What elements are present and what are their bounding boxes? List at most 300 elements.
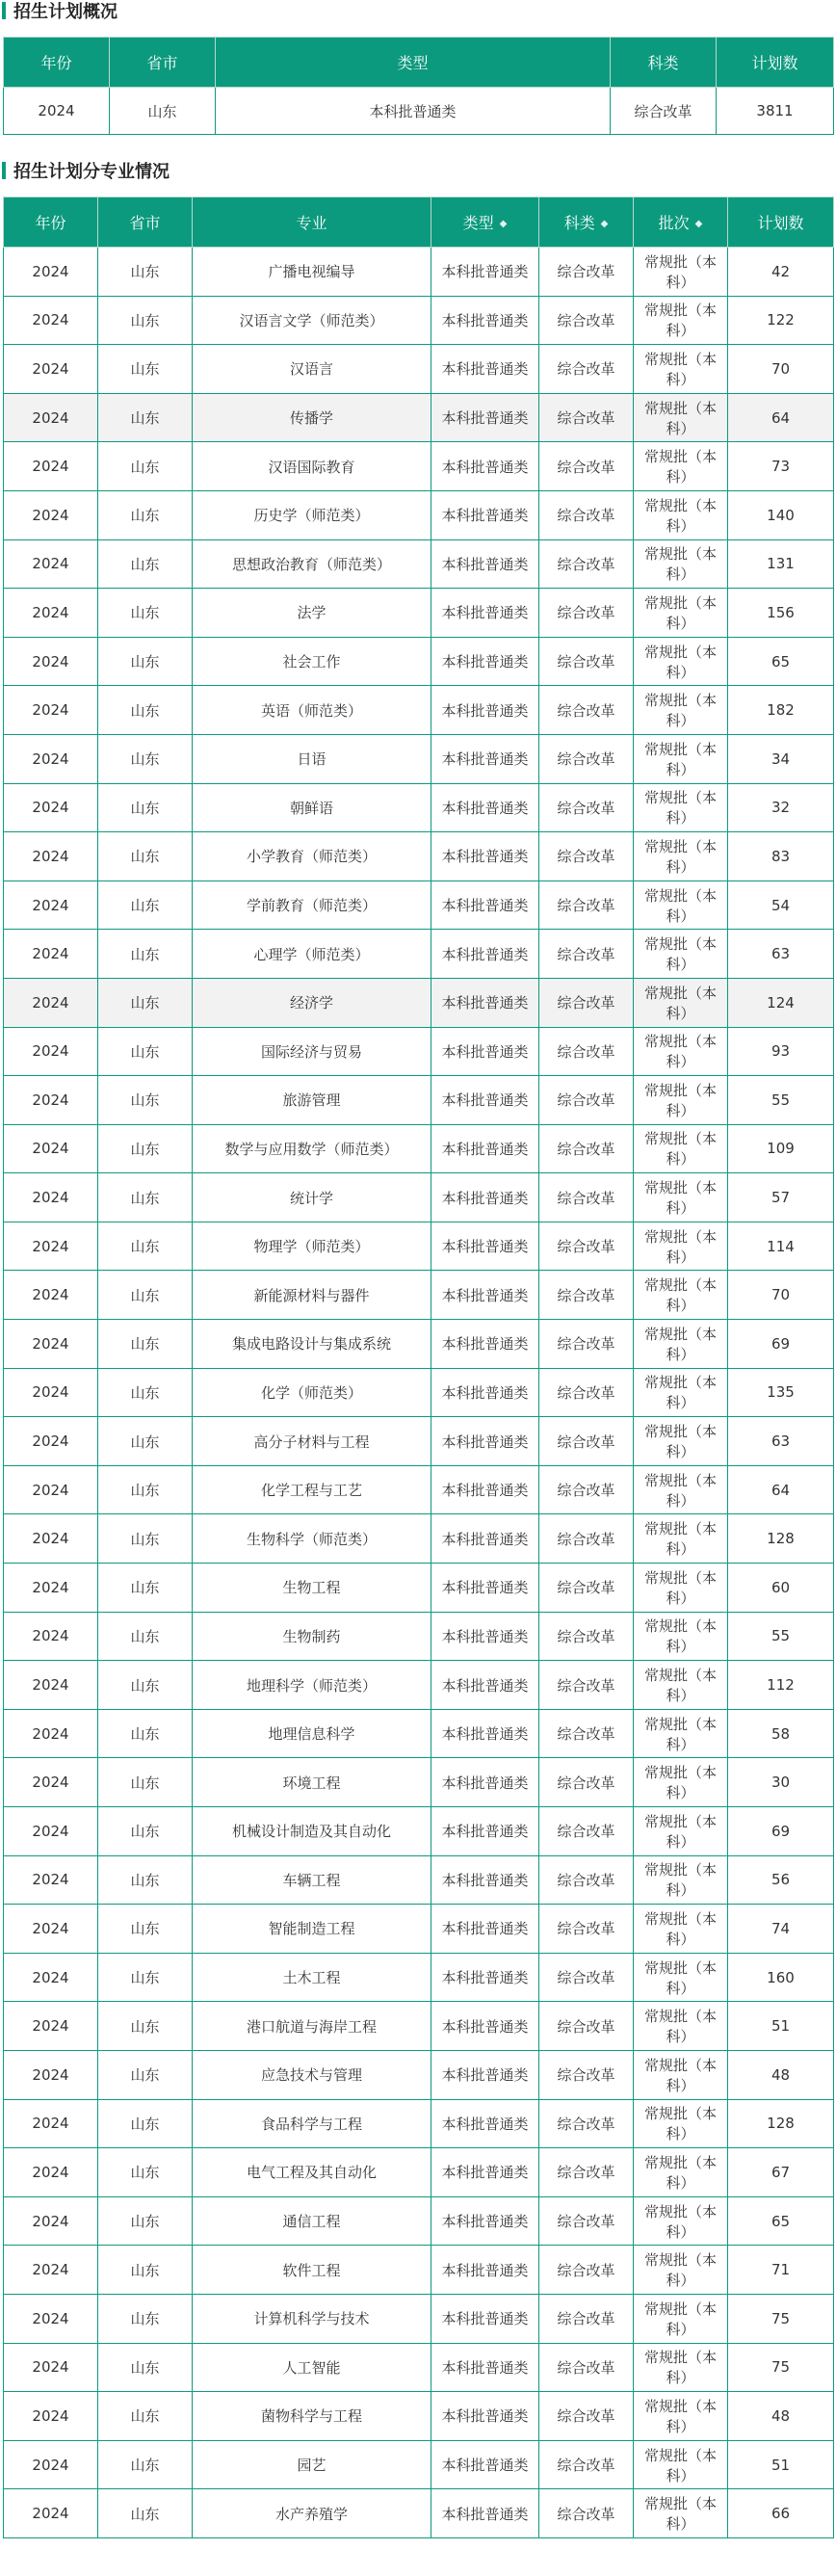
table-cell: 2024 [4,248,98,297]
table-cell: 人工智能 [193,2343,431,2392]
table-cell: 新能源材料与器件 [193,1271,431,1320]
table-cell: 常规批（本科） [634,1807,728,1856]
table-cell: 常规批（本科） [634,1417,728,1466]
table-cell: 水产养殖学 [193,2489,431,2538]
table-cell: 2024 [4,1173,98,1222]
summary-title-text: 招生计划概况 [13,2,118,22]
table-row [4,1514,834,1564]
table-cell: 山东 [98,1222,193,1271]
table-cell: 通信工程 [193,2196,431,2246]
table-row [4,1027,834,1076]
summary-header-label: 类型 [397,54,429,72]
table-cell: 山东 [98,2002,193,2051]
table-cell: 汉语言 [193,345,431,394]
table-cell: 山东 [98,1564,193,1613]
table-cell: 109 [728,1124,834,1173]
table-cell: 2024 [4,442,98,491]
table-cell: 2024 [4,2392,98,2441]
table-cell: 综合改革 [539,1709,634,1758]
table-cell: 国际经济与贸易 [193,1027,431,1076]
majors-header-cell[interactable] [634,197,728,248]
table-cell: 常规批（本科） [634,1465,728,1514]
table-cell: 山东 [98,1758,193,1807]
table-row [4,686,834,735]
table-cell: 山东 [98,2050,193,2099]
table-cell: 75 [728,2343,834,2392]
table-cell: 30 [728,1758,834,1807]
table-cell: 常规批（本科） [634,589,728,638]
table-cell: 综合改革 [539,2489,634,2538]
table-cell: 54 [728,881,834,930]
table-cell: 66 [728,2489,834,2538]
table-cell: 122 [728,296,834,345]
table-cell: 182 [728,686,834,735]
table-cell: 综合改革 [539,1271,634,1320]
table-cell: 生物科学（师范类） [193,1514,431,1564]
table-cell: 高分子材料与工程 [193,1417,431,1466]
table-cell: 71 [728,2246,834,2295]
table-cell: 综合改革 [539,1124,634,1173]
table-cell: 综合改革 [539,1465,634,1514]
table-row [4,1368,834,1417]
table-cell: 山东 [98,832,193,881]
table-cell: 菌物科学与工程 [193,2392,431,2441]
majors-header-cell [98,197,193,248]
table-cell: 2024 [4,1076,98,1125]
table-cell: 本科批普通类 [431,2440,539,2489]
table-cell: 本科批普通类 [431,1612,539,1661]
table-cell: 2024 [4,930,98,979]
table-cell: 学前教育（师范类） [193,881,431,930]
table-cell: 常规批（本科） [634,2148,728,2197]
table-row [4,2246,834,2295]
table-cell: 山东 [98,2099,193,2148]
table-cell: 山东 [98,637,193,686]
table-row [4,1661,834,1710]
table-row [4,930,834,979]
table-cell: 常规批（本科） [634,539,728,589]
table-cell: 63 [728,1417,834,1466]
table-cell: 2024 [4,1417,98,1466]
table-cell: 数学与应用数学（师范类） [193,1124,431,1173]
table-cell: 2024 [4,539,98,589]
table-cell: 本科批普通类 [431,978,539,1027]
table-cell: 山东 [98,345,193,394]
table-cell: 常规批（本科） [634,1271,728,1320]
table-cell: 本科批普通类 [431,1514,539,1564]
table-cell: 综合改革 [539,832,634,881]
table-row [4,1612,834,1661]
table-cell: 山东 [98,1271,193,1320]
table-cell: 本科批普通类 [431,783,539,832]
table-cell: 本科批普通类 [431,539,539,589]
sort-icon[interactable]: ◆ [694,219,703,229]
table-cell: 2024 [4,589,98,638]
table-row [4,1905,834,1954]
table-row [4,442,834,491]
table-row [4,88,834,135]
table-cell: 51 [728,2002,834,2051]
table-cell: 本科批普通类 [431,1124,539,1173]
table-row [4,1320,834,1369]
table-row [4,539,834,589]
table-cell: 本科批普通类 [431,1076,539,1125]
table-cell: 42 [728,248,834,297]
table-cell: 常规批（本科） [634,2099,728,2148]
summary-header-cell [216,38,611,88]
table-cell: 70 [728,345,834,394]
table-cell: 本科批普通类 [431,2246,539,2295]
table-cell: 环境工程 [193,1758,431,1807]
table-cell: 山东 [98,2246,193,2295]
table-cell: 思想政治教育（师范类） [193,539,431,589]
table-row [4,589,834,638]
table-cell: 生物制药 [193,1612,431,1661]
table-cell: 常规批（本科） [634,2440,728,2489]
table-cell: 本科批普通类 [431,1027,539,1076]
table-cell: 综合改革 [539,1222,634,1271]
table-cell: 山东 [98,1855,193,1905]
table-cell: 综合改革 [539,1368,634,1417]
table-cell: 山东 [110,88,216,135]
table-cell: 朝鲜语 [193,783,431,832]
table-cell: 机械设计制造及其自动化 [193,1807,431,1856]
table-cell: 集成电路设计与集成系统 [193,1320,431,1369]
table-cell: 广播电视编导 [193,248,431,297]
table-cell: 生物工程 [193,1564,431,1613]
table-cell: 2024 [4,637,98,686]
table-cell: 3811 [717,88,834,135]
summary-header-cell [4,38,110,88]
table-row [4,248,834,297]
table-row [4,1807,834,1856]
table-cell: 2024 [4,1514,98,1564]
table-cell: 55 [728,1612,834,1661]
table-row [4,832,834,881]
table-cell: 32 [728,783,834,832]
majors-header-label: 批次 [658,214,690,232]
table-cell: 汉语言文学（师范类） [193,296,431,345]
table-cell: 综合改革 [539,1027,634,1076]
table-row [4,2392,834,2441]
table-cell: 67 [728,2148,834,2197]
table-cell: 综合改革 [539,1807,634,1856]
table-cell: 2024 [4,1222,98,1271]
table-cell: 综合改革 [539,978,634,1027]
table-cell: 山东 [98,2392,193,2441]
majors-header-label: 类型 [462,214,494,232]
table-cell: 山东 [98,1905,193,1954]
table-cell: 34 [728,734,834,783]
summary-header-label: 科类 [647,54,679,72]
table-cell: 83 [728,832,834,881]
table-cell: 地理科学（师范类） [193,1661,431,1710]
table-cell: 港口航道与海岸工程 [193,2002,431,2051]
table-cell: 65 [728,2196,834,2246]
section-marker [2,162,6,179]
majors-header-cell[interactable] [431,197,539,248]
majors-header-cell [728,197,834,248]
majors-header-label: 计划数 [757,214,804,232]
table-cell: 常规批（本科） [634,2294,728,2343]
table-row [4,1076,834,1125]
table-row [4,1709,834,1758]
table-cell: 常规批（本科） [634,783,728,832]
table-row [4,1173,834,1222]
summary-header-cell [110,38,216,88]
table-row [4,2148,834,2197]
table-cell: 本科批普通类 [431,1855,539,1905]
table-cell: 2024 [4,1465,98,1514]
table-cell: 2024 [4,88,110,135]
table-cell: 本科批普通类 [431,1417,539,1466]
table-cell: 2024 [4,1807,98,1856]
table-cell: 2024 [4,881,98,930]
table-cell: 综合改革 [539,345,634,394]
table-cell: 64 [728,393,834,442]
table-cell: 车辆工程 [193,1855,431,1905]
table-cell: 山东 [98,1173,193,1222]
table-cell: 综合改革 [611,88,717,135]
table-cell: 本科批普通类 [431,1368,539,1417]
table-cell: 2024 [4,1124,98,1173]
table-cell: 2024 [4,1905,98,1954]
table-cell: 本科批普通类 [431,2294,539,2343]
table-cell: 2024 [4,2002,98,2051]
table-cell: 综合改革 [539,930,634,979]
table-cell: 综合改革 [539,296,634,345]
majors-header-cell[interactable] [539,197,634,248]
table-cell: 综合改革 [539,589,634,638]
table-cell: 日语 [193,734,431,783]
table-cell: 山东 [98,442,193,491]
table-cell: 2024 [4,2050,98,2099]
table-cell: 本科批普通类 [431,248,539,297]
majors-header-label: 省市 [129,214,161,232]
table-cell: 山东 [98,2440,193,2489]
table-cell: 山东 [98,881,193,930]
table-cell: 140 [728,490,834,539]
table-cell: 2024 [4,832,98,881]
table-cell: 山东 [98,1807,193,1856]
table-cell: 本科批普通类 [431,1953,539,2002]
table-cell: 156 [728,589,834,638]
sort-icon[interactable]: ◆ [600,219,609,229]
table-cell: 2024 [4,1564,98,1613]
table-cell: 综合改革 [539,2002,634,2051]
table-cell: 综合改革 [539,1612,634,1661]
table-cell: 山东 [98,1514,193,1564]
table-cell: 山东 [98,1368,193,1417]
majors-title-text: 招生计划分专业情况 [13,162,170,182]
table-cell: 常规批（本科） [634,442,728,491]
table-cell: 本科批普通类 [431,296,539,345]
table-cell: 山东 [98,248,193,297]
table-cell: 综合改革 [539,2196,634,2246]
table-cell: 2024 [4,686,98,735]
table-cell: 本科批普通类 [431,1271,539,1320]
table-cell: 常规批（本科） [634,1368,728,1417]
table-cell: 综合改革 [539,2440,634,2489]
table-cell: 本科批普通类 [431,1905,539,1954]
table-row [4,1417,834,1466]
table-cell: 本科批普通类 [431,490,539,539]
table-cell: 汉语国际教育 [193,442,431,491]
table-cell: 山东 [98,539,193,589]
table-cell: 常规批（本科） [634,1758,728,1807]
table-cell: 山东 [98,783,193,832]
table-cell: 本科批普通类 [431,637,539,686]
table-row [4,490,834,539]
table-cell: 综合改革 [539,2294,634,2343]
table-cell: 综合改革 [539,1320,634,1369]
table-cell: 本科批普通类 [431,1807,539,1856]
majors-header-label: 年份 [35,214,66,232]
table-cell: 128 [728,1514,834,1564]
table-cell: 软件工程 [193,2246,431,2295]
table-cell: 2024 [4,1758,98,1807]
table-cell: 园艺 [193,2440,431,2489]
table-cell: 山东 [98,1465,193,1514]
table-cell: 综合改革 [539,393,634,442]
table-row [4,2343,834,2392]
table-cell: 常规批（本科） [634,1514,728,1564]
table-row [4,1564,834,1613]
table-cell: 2024 [4,490,98,539]
table-cell: 本科批普通类 [431,2002,539,2051]
table-row [4,734,834,783]
table-cell: 本科批普通类 [431,881,539,930]
table-row [4,783,834,832]
table-cell: 112 [728,1661,834,1710]
table-cell: 综合改革 [539,539,634,589]
table-cell: 山东 [98,978,193,1027]
table-cell: 山东 [98,1417,193,1466]
table-cell: 计算机科学与技术 [193,2294,431,2343]
table-cell: 常规批（本科） [634,2002,728,2051]
majors-header-row [4,197,834,248]
table-row [4,2050,834,2099]
summary-header-row [4,38,834,88]
table-cell: 本科批普通类 [431,2392,539,2441]
table-cell: 常规批（本科） [634,2050,728,2099]
table-cell: 山东 [98,393,193,442]
summary-table [3,37,834,135]
table-cell: 本科批普通类 [431,2489,539,2538]
table-cell: 应急技术与管理 [193,2050,431,2099]
table-cell: 综合改革 [539,1661,634,1710]
table-cell: 本科批普通类 [431,2196,539,2246]
table-cell: 常规批（本科） [634,1953,728,2002]
table-cell: 本科批普通类 [431,1709,539,1758]
table-cell: 常规批（本科） [634,637,728,686]
table-cell: 常规批（本科） [634,1612,728,1661]
table-cell: 56 [728,1855,834,1905]
table-cell: 统计学 [193,1173,431,1222]
table-cell: 135 [728,1368,834,1417]
table-cell: 常规批（本科） [634,832,728,881]
table-cell: 2024 [4,2148,98,2197]
table-cell: 社会工作 [193,637,431,686]
table-cell: 常规批（本科） [634,2489,728,2538]
table-cell: 本科批普通类 [431,2148,539,2197]
majors-header-label: 科类 [563,214,595,232]
table-cell: 综合改革 [539,1564,634,1613]
table-cell: 综合改革 [539,2050,634,2099]
table-cell: 69 [728,1807,834,1856]
table-cell: 124 [728,978,834,1027]
table-cell: 74 [728,1905,834,1954]
table-cell: 综合改革 [539,490,634,539]
table-cell: 本科批普通类 [431,589,539,638]
table-cell: 本科批普通类 [431,734,539,783]
table-cell: 电气工程及其自动化 [193,2148,431,2197]
table-cell: 山东 [98,2489,193,2538]
table-cell: 综合改革 [539,783,634,832]
table-row [4,1222,834,1271]
table-cell: 2024 [4,734,98,783]
table-cell: 48 [728,2392,834,2441]
table-cell: 综合改革 [539,2392,634,2441]
table-row [4,393,834,442]
table-cell: 2024 [4,783,98,832]
table-cell: 2024 [4,2294,98,2343]
table-cell: 常规批（本科） [634,1124,728,1173]
table-cell: 山东 [98,490,193,539]
table-cell: 综合改革 [539,686,634,735]
table-cell: 60 [728,1564,834,1613]
table-cell: 山东 [98,1953,193,2002]
table-cell: 常规批（本科） [634,345,728,394]
majors-header-cell [193,197,431,248]
table-cell: 智能制造工程 [193,1905,431,1954]
table-cell: 2024 [4,1271,98,1320]
table-cell: 131 [728,539,834,589]
table-cell: 山东 [98,686,193,735]
table-cell: 本科批普通类 [431,930,539,979]
table-cell: 常规批（本科） [634,1173,728,1222]
table-cell: 综合改革 [539,881,634,930]
table-cell: 常规批（本科） [634,1709,728,1758]
table-cell: 山东 [98,589,193,638]
table-cell: 经济学 [193,978,431,1027]
table-cell: 小学教育（师范类） [193,832,431,881]
table-cell: 本科批普通类 [216,88,611,135]
table-cell: 综合改革 [539,2343,634,2392]
table-cell: 地理信息科学 [193,1709,431,1758]
table-cell: 常规批（本科） [634,1855,728,1905]
table-cell: 综合改革 [539,637,634,686]
table-cell: 综合改革 [539,1855,634,1905]
table-cell: 山东 [98,2294,193,2343]
table-cell: 65 [728,637,834,686]
table-row [4,2002,834,2051]
table-row [4,637,834,686]
table-cell: 综合改革 [539,1173,634,1222]
table-cell: 2024 [4,2440,98,2489]
table-cell: 化学工程与工艺 [193,1465,431,1514]
sort-icon[interactable]: ◆ [499,219,508,229]
table-cell: 综合改革 [539,2148,634,2197]
table-cell: 本科批普通类 [431,1320,539,1369]
table-cell: 山东 [98,296,193,345]
table-row [4,2196,834,2246]
table-cell: 综合改革 [539,1076,634,1125]
table-cell: 2024 [4,2099,98,2148]
table-cell: 2024 [4,1855,98,1905]
table-cell: 山东 [98,930,193,979]
table-cell: 土木工程 [193,1953,431,2002]
